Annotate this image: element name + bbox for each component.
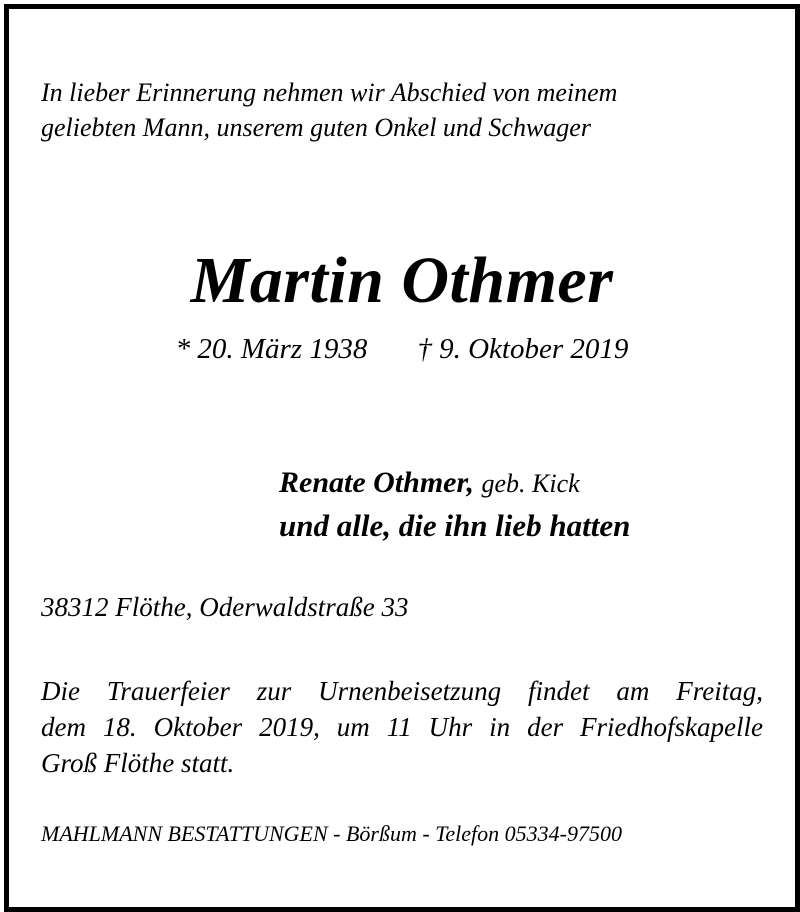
intro-line: geliebten Mann, unserem guten Onkel und Schwager [41, 113, 591, 142]
birth-date: * 20. März 1938 [175, 333, 368, 365]
death-date: † 9. Oktober 2019 [417, 333, 629, 365]
funeral-home-line: MAHLMANN BESTATTUNGEN - Börßum - Telefon 05334-97500 [41, 821, 622, 846]
ceremony-line: dem 18. Oktober 2019, um 11 Uhr in der Friedhofskapelle [41, 712, 763, 742]
deceased-name: Martin Othmer [190, 244, 614, 317]
intro-line: In lieber Erinnerung nehmen wir Abschied von meinem [41, 78, 618, 107]
address: 38312 Flöthe, Oderwaldstraße 33 [41, 592, 409, 622]
obituary-notice [4, 4, 800, 912]
ceremony-line: Die Trauerfeier zur Urnenbeisetzung findet am Freitag, [41, 676, 763, 706]
ceremony-text [41, 673, 763, 781]
mourner-line [279, 463, 779, 504]
intro-text [41, 75, 781, 145]
mourner-name: Renate Othmer, [279, 466, 475, 499]
mourner-birth-name: geb. Kick [481, 469, 580, 498]
life-dates [9, 331, 795, 367]
mourners-block [279, 463, 779, 548]
mourners-others: und alle, die ihn lieb hatten [279, 508, 631, 543]
ceremony-line: Groß Flöthe statt. [41, 748, 235, 778]
